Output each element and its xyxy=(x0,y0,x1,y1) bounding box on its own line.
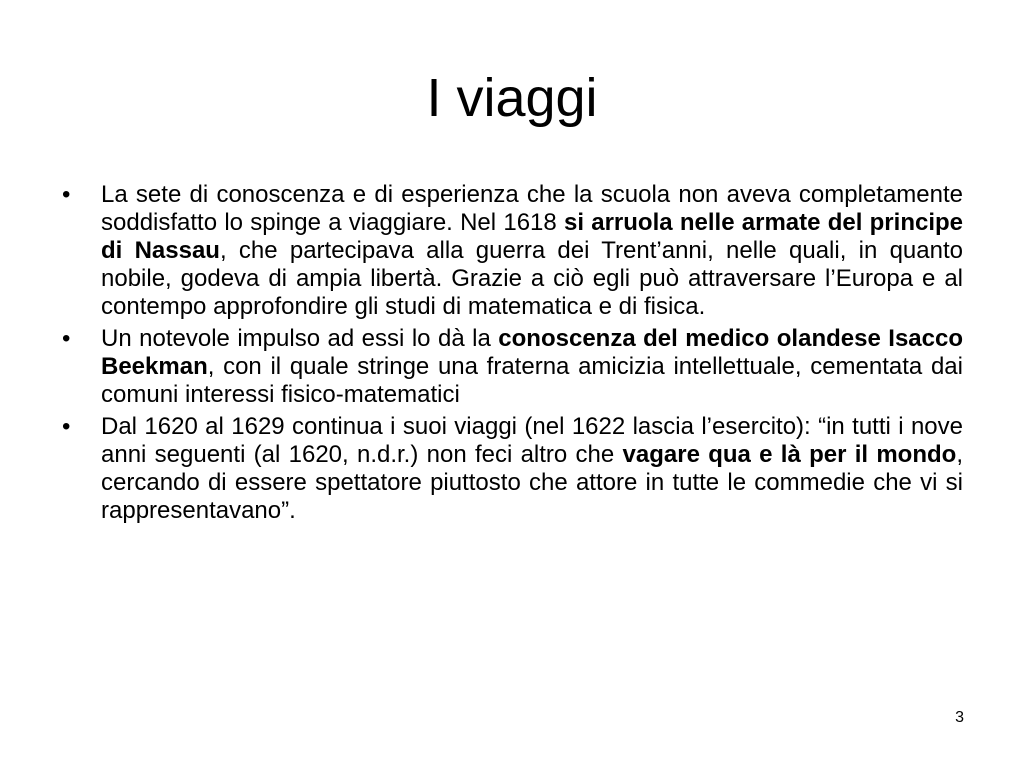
bullet-text-bold-run: conoscenza del medico olandese Isacco Beekman xyxy=(101,325,964,380)
bullet-text-run: , cercando di essere spettatore piuttosto che attore in tutte le commedie che vi si rappresentavano”. xyxy=(101,441,963,524)
bullet-text-run: Dal 1620 al 1629 continua i suoi viaggi (nel 1622 lascia l’esercito): “in tutti i nove anni seguenti (al 1620, n.d.r.) non feci altro che xyxy=(101,413,963,468)
bullet-marker: • xyxy=(62,413,71,440)
bullet-text-run: Un notevole impulso ad essi lo dà la xyxy=(101,325,499,352)
bullet-item xyxy=(62,413,963,525)
bullet-item xyxy=(62,181,963,321)
page-number: 3 xyxy=(955,709,964,726)
bullet-marker: • xyxy=(62,325,71,352)
bullet-text-bold-run: vagare qua e là per il mondo xyxy=(622,441,957,468)
bullet-text-run: , con il quale stringe una fraterna amicizia intellettuale, cementata dai comuni interessi fisico-matematici xyxy=(101,353,963,408)
bullet-text-bold-run: si arruola nelle armate del principe di Nassau xyxy=(101,209,964,264)
bullet-text-run: , che partecipava alla guerra dei Trent’anni, nelle quali, in quanto nobile, godeva di ampia libertà. Grazie a ciò egli può attraversare l’Europa e al contempo approfondire gli studi di matematica e di fisica. xyxy=(101,237,963,320)
bullet-item xyxy=(62,325,963,409)
bullet-text-run: La sete di conoscenza e di esperienza che la scuola non aveva completamente soddisfatto lo spinge a viaggiare. Nel 1618 xyxy=(101,181,963,236)
slide-title: I viaggi xyxy=(426,68,598,128)
bullet-marker: • xyxy=(62,181,71,208)
bullet-list xyxy=(62,181,963,529)
